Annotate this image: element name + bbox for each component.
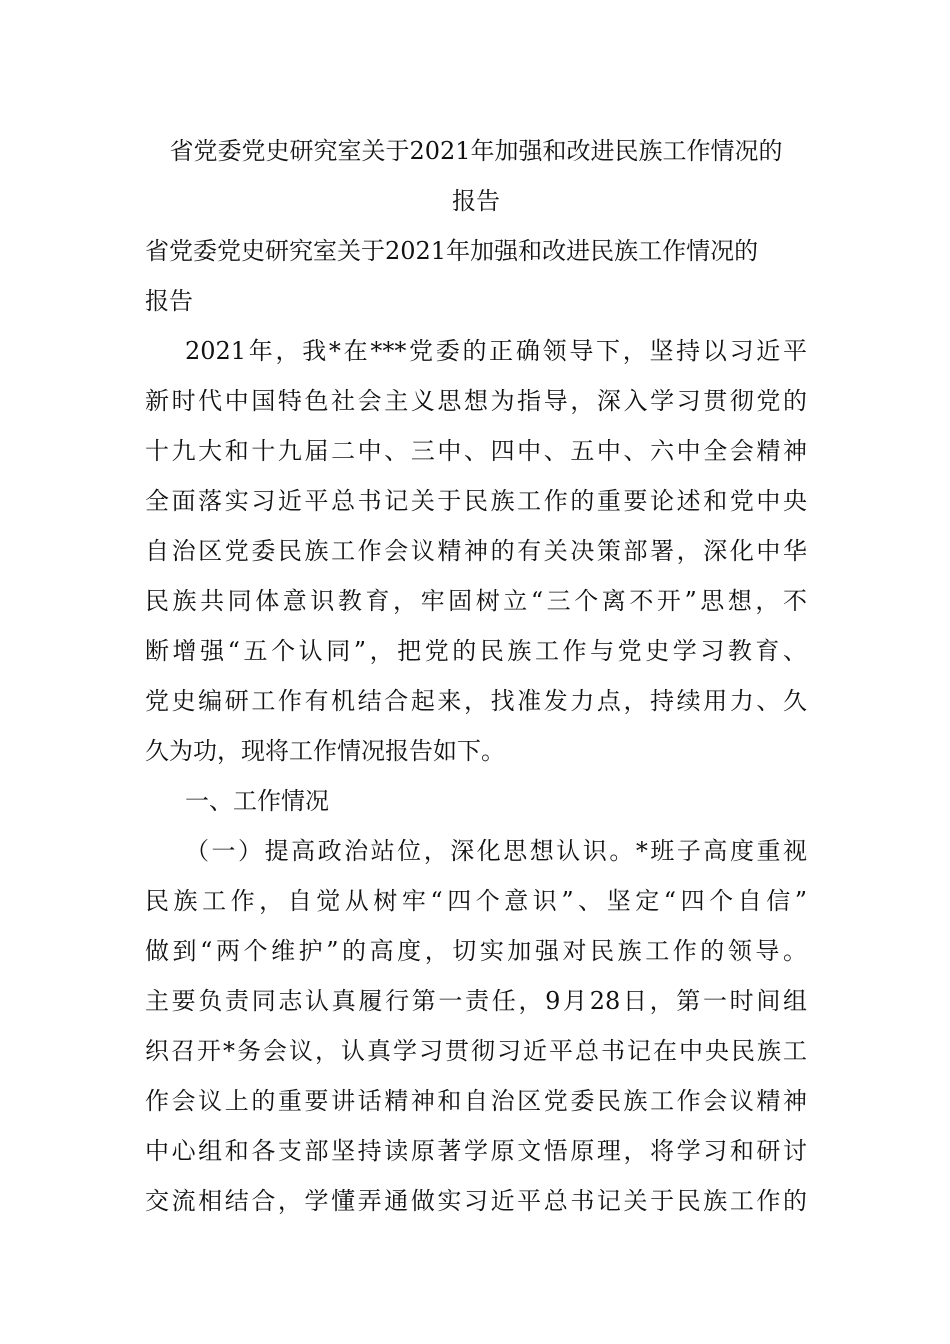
document-title-line-2: 报告: [452, 187, 500, 215]
paragraph-1-line: 全面落实习近平总书记关于民族工作的重要论述和党中央: [145, 487, 807, 515]
paragraph-1-line: 久为功，现将工作情况报告如下。: [145, 737, 505, 765]
paragraph-2-line: 做到“两个维护”的高度，切实加强对民族工作的领导。: [145, 937, 807, 965]
paragraph-2-line: 交流相结合，学懂弄通做实习近平总书记关于民族工作的: [145, 1187, 807, 1215]
paragraph-1-line: 自治区党委民族工作会议精神的有关决策部署，深化中华: [145, 537, 807, 565]
paragraph-1-line: 民族共同体意识教育，牢固树立“三个离不开”思想，不: [145, 587, 807, 615]
document-title-line-1: 省党委党史研究室关于2021年加强和改进民族工作情况的: [169, 137, 783, 165]
paragraph-1-line: 十九大和十九届二中、三中、四中、五中、六中全会精神: [145, 437, 807, 465]
paragraph-1-line: 断增强“五个认同”，把党的民族工作与党史学习教育、: [145, 637, 807, 665]
paragraph-1-line: 新时代中国特色社会主义思想为指导，深入学习贯彻党的: [145, 387, 807, 415]
section-heading: 一、工作情况: [185, 787, 329, 815]
paragraph-2-line: 民族工作，自觉从树牢“四个意识”、坚定“四个自信”: [145, 887, 807, 915]
paragraph-2-line: 作会议上的重要讲话精神和自治区党委民族工作会议精神: [145, 1087, 807, 1115]
paragraph-2-line: （一）提高政治站位，深化思想认识。*班子高度重视: [185, 837, 807, 865]
paragraph-1-line: 党史编研工作有机结合起来，找准发力点，持续用力、久: [145, 687, 807, 715]
document-subtitle-line-2: 报告: [145, 287, 193, 315]
paragraph-1-line: 2021年，我*在***党委的正确领导下，坚持以习近平: [185, 337, 807, 365]
paragraph-2-line: 织召开*务会议，认真学习贯彻习近平总书记在中央民族工: [145, 1037, 807, 1065]
document-subtitle-line-1: 省党委党史研究室关于2021年加强和改进民族工作情况的: [145, 237, 759, 265]
paragraph-2-line: 主要负责同志认真履行第一责任，9月28日，第一时间组: [145, 987, 807, 1015]
paragraph-2-line: 中心组和各支部坚持读原著学原文悟原理，将学习和研讨: [145, 1137, 807, 1165]
